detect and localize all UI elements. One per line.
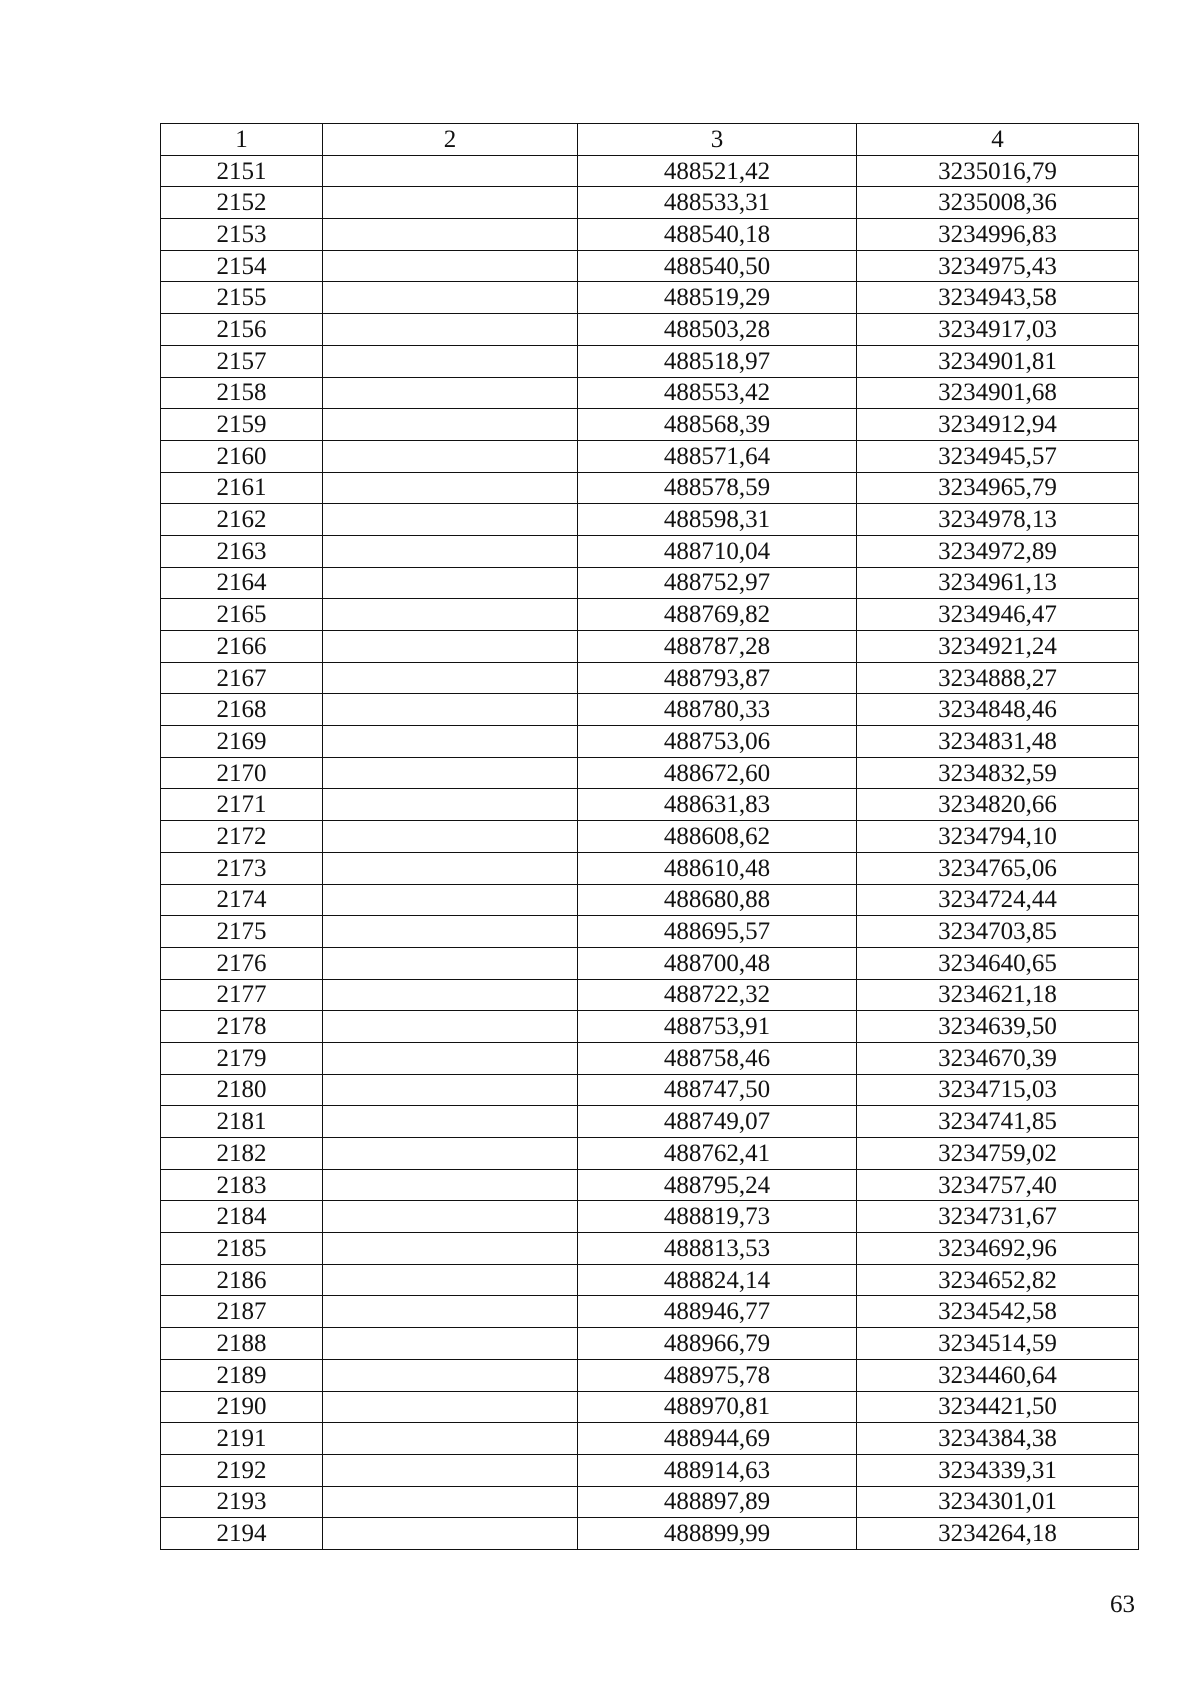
table-row [161, 1518, 1139, 1550]
point-number-cell: 2168 [161, 694, 323, 726]
y-coordinate-cell: 3234757,40 [857, 1169, 1139, 1201]
y-coordinate-cell: 3234703,85 [857, 916, 1139, 948]
point-number-cell: 2190 [161, 1391, 323, 1423]
y-coordinate-cell: 3234765,06 [857, 852, 1139, 884]
x-coordinate-cell: 488787,28 [578, 631, 857, 663]
empty-cell [323, 504, 578, 536]
x-coordinate-cell: 488680,88 [578, 884, 857, 916]
table-row [161, 409, 1139, 441]
point-number-cell: 2161 [161, 472, 323, 504]
coordinates-table [160, 123, 1139, 1550]
empty-cell [323, 1106, 578, 1138]
x-coordinate-cell: 488749,07 [578, 1106, 857, 1138]
empty-cell [323, 1264, 578, 1296]
x-coordinate-cell: 488610,48 [578, 852, 857, 884]
x-coordinate-cell: 488753,06 [578, 726, 857, 758]
point-number-cell: 2180 [161, 1074, 323, 1106]
header-cell-col-1: 1 [161, 124, 323, 156]
table-row [161, 1233, 1139, 1265]
y-coordinate-cell: 3234264,18 [857, 1518, 1139, 1550]
x-coordinate-cell: 488608,62 [578, 821, 857, 853]
y-coordinate-cell: 3234514,59 [857, 1328, 1139, 1360]
empty-cell [323, 662, 578, 694]
empty-cell [323, 694, 578, 726]
empty-cell [323, 726, 578, 758]
y-coordinate-cell: 3234339,31 [857, 1454, 1139, 1486]
y-coordinate-cell: 3234640,65 [857, 947, 1139, 979]
empty-cell [323, 1138, 578, 1170]
y-coordinate-cell: 3234621,18 [857, 979, 1139, 1011]
y-coordinate-cell: 3234972,89 [857, 535, 1139, 567]
x-coordinate-cell: 488758,46 [578, 1042, 857, 1074]
table-row [161, 535, 1139, 567]
table-row [161, 314, 1139, 346]
x-coordinate-cell: 488752,97 [578, 567, 857, 599]
y-coordinate-cell: 3234901,68 [857, 377, 1139, 409]
point-number-cell: 2167 [161, 662, 323, 694]
y-coordinate-cell: 3234670,39 [857, 1042, 1139, 1074]
table-row [161, 504, 1139, 536]
empty-cell [323, 821, 578, 853]
point-number-cell: 2160 [161, 440, 323, 472]
empty-cell [323, 1454, 578, 1486]
point-number-cell: 2192 [161, 1454, 323, 1486]
point-number-cell: 2183 [161, 1169, 323, 1201]
point-number-cell: 2184 [161, 1201, 323, 1233]
point-number-cell: 2156 [161, 314, 323, 346]
table-row [161, 1264, 1139, 1296]
y-coordinate-cell: 3235008,36 [857, 187, 1139, 219]
point-number-cell: 2181 [161, 1106, 323, 1138]
point-number-cell: 2173 [161, 852, 323, 884]
y-coordinate-cell: 3234831,48 [857, 726, 1139, 758]
point-number-cell: 2162 [161, 504, 323, 536]
empty-cell [323, 282, 578, 314]
y-coordinate-cell: 3234731,67 [857, 1201, 1139, 1233]
table-row [161, 1454, 1139, 1486]
x-coordinate-cell: 488795,24 [578, 1169, 857, 1201]
empty-cell [323, 1201, 578, 1233]
y-coordinate-cell: 3234724,44 [857, 884, 1139, 916]
empty-cell [323, 789, 578, 821]
empty-cell [323, 599, 578, 631]
y-coordinate-cell: 3234901,81 [857, 345, 1139, 377]
table-row [161, 599, 1139, 631]
empty-cell [323, 947, 578, 979]
empty-cell [323, 472, 578, 504]
table-row [161, 757, 1139, 789]
empty-cell [323, 1518, 578, 1550]
x-coordinate-cell: 488571,64 [578, 440, 857, 472]
point-number-cell: 2152 [161, 187, 323, 219]
empty-cell [323, 1328, 578, 1360]
y-coordinate-cell: 3234794,10 [857, 821, 1139, 853]
y-coordinate-cell: 3234848,46 [857, 694, 1139, 726]
table-row [161, 852, 1139, 884]
page-number: 63 [1110, 1591, 1135, 1618]
empty-cell [323, 314, 578, 346]
point-number-cell: 2153 [161, 219, 323, 251]
empty-cell [323, 250, 578, 282]
table-row [161, 1011, 1139, 1043]
x-coordinate-cell: 488722,32 [578, 979, 857, 1011]
x-coordinate-cell: 488540,18 [578, 219, 857, 251]
x-coordinate-cell: 488819,73 [578, 1201, 857, 1233]
empty-cell [323, 1042, 578, 1074]
table-row [161, 567, 1139, 599]
point-number-cell: 2169 [161, 726, 323, 758]
point-number-cell: 2170 [161, 757, 323, 789]
x-coordinate-cell: 488695,57 [578, 916, 857, 948]
y-coordinate-cell: 3234460,64 [857, 1359, 1139, 1391]
point-number-cell: 2155 [161, 282, 323, 314]
point-number-cell: 2178 [161, 1011, 323, 1043]
table-row [161, 1486, 1139, 1518]
x-coordinate-cell: 488944,69 [578, 1423, 857, 1455]
point-number-cell: 2151 [161, 155, 323, 187]
empty-cell [323, 1423, 578, 1455]
x-coordinate-cell: 488533,31 [578, 187, 857, 219]
empty-cell [323, 757, 578, 789]
table-row [161, 1296, 1139, 1328]
empty-cell [323, 852, 578, 884]
x-coordinate-cell: 488503,28 [578, 314, 857, 346]
point-number-cell: 2174 [161, 884, 323, 916]
point-number-cell: 2177 [161, 979, 323, 1011]
x-coordinate-cell: 488769,82 [578, 599, 857, 631]
x-coordinate-cell: 488598,31 [578, 504, 857, 536]
header-cell-col-3: 3 [578, 124, 857, 156]
y-coordinate-cell: 3234978,13 [857, 504, 1139, 536]
x-coordinate-cell: 488824,14 [578, 1264, 857, 1296]
empty-cell [323, 440, 578, 472]
point-number-cell: 2159 [161, 409, 323, 441]
y-coordinate-cell: 3234301,01 [857, 1486, 1139, 1518]
table-row [161, 440, 1139, 472]
table-row [161, 472, 1139, 504]
y-coordinate-cell: 3234832,59 [857, 757, 1139, 789]
table-body [161, 155, 1139, 1549]
empty-cell [323, 567, 578, 599]
y-coordinate-cell: 3234946,47 [857, 599, 1139, 631]
table-row [161, 662, 1139, 694]
point-number-cell: 2186 [161, 1264, 323, 1296]
x-coordinate-cell: 488762,41 [578, 1138, 857, 1170]
table-row [161, 1074, 1139, 1106]
x-coordinate-cell: 488710,04 [578, 535, 857, 567]
y-coordinate-cell: 3234741,85 [857, 1106, 1139, 1138]
table-row [161, 282, 1139, 314]
table-row [161, 1359, 1139, 1391]
empty-cell [323, 535, 578, 567]
empty-cell [323, 219, 578, 251]
y-coordinate-cell: 3234917,03 [857, 314, 1139, 346]
point-number-cell: 2171 [161, 789, 323, 821]
x-coordinate-cell: 488747,50 [578, 1074, 857, 1106]
table-row [161, 821, 1139, 853]
point-number-cell: 2189 [161, 1359, 323, 1391]
point-number-cell: 2172 [161, 821, 323, 853]
table-row [161, 1328, 1139, 1360]
empty-cell [323, 187, 578, 219]
x-coordinate-cell: 488966,79 [578, 1328, 857, 1360]
table-header [161, 124, 1139, 156]
empty-cell [323, 409, 578, 441]
y-coordinate-cell: 3234759,02 [857, 1138, 1139, 1170]
empty-cell [323, 1296, 578, 1328]
y-coordinate-cell: 3234639,50 [857, 1011, 1139, 1043]
point-number-cell: 2188 [161, 1328, 323, 1360]
point-number-cell: 2179 [161, 1042, 323, 1074]
y-coordinate-cell: 3234820,66 [857, 789, 1139, 821]
x-coordinate-cell: 488553,42 [578, 377, 857, 409]
y-coordinate-cell: 3234996,83 [857, 219, 1139, 251]
table-row [161, 884, 1139, 916]
x-coordinate-cell: 488521,42 [578, 155, 857, 187]
table-row [161, 1106, 1139, 1138]
header-cell-col-2: 2 [323, 124, 578, 156]
y-coordinate-cell: 3234421,50 [857, 1391, 1139, 1423]
table-row [161, 377, 1139, 409]
point-number-cell: 2157 [161, 345, 323, 377]
empty-cell [323, 1011, 578, 1043]
point-number-cell: 2193 [161, 1486, 323, 1518]
empty-cell [323, 916, 578, 948]
table-row [161, 1138, 1139, 1170]
y-coordinate-cell: 3234692,96 [857, 1233, 1139, 1265]
y-coordinate-cell: 3234921,24 [857, 631, 1139, 663]
table-row [161, 219, 1139, 251]
x-coordinate-cell: 488780,33 [578, 694, 857, 726]
table-row [161, 155, 1139, 187]
point-number-cell: 2185 [161, 1233, 323, 1265]
point-number-cell: 2187 [161, 1296, 323, 1328]
table-row [161, 1169, 1139, 1201]
x-coordinate-cell: 488897,89 [578, 1486, 857, 1518]
point-number-cell: 2175 [161, 916, 323, 948]
empty-cell [323, 979, 578, 1011]
y-coordinate-cell: 3234961,13 [857, 567, 1139, 599]
header-row [161, 124, 1139, 156]
y-coordinate-cell: 3234384,38 [857, 1423, 1139, 1455]
point-number-cell: 2182 [161, 1138, 323, 1170]
y-coordinate-cell: 3234715,03 [857, 1074, 1139, 1106]
point-number-cell: 2164 [161, 567, 323, 599]
empty-cell [323, 1233, 578, 1265]
x-coordinate-cell: 488914,63 [578, 1454, 857, 1486]
point-number-cell: 2191 [161, 1423, 323, 1455]
x-coordinate-cell: 488753,91 [578, 1011, 857, 1043]
x-coordinate-cell: 488519,29 [578, 282, 857, 314]
empty-cell [323, 1074, 578, 1106]
point-number-cell: 2163 [161, 535, 323, 567]
table-row [161, 631, 1139, 663]
x-coordinate-cell: 488813,53 [578, 1233, 857, 1265]
x-coordinate-cell: 488793,87 [578, 662, 857, 694]
table-row [161, 187, 1139, 219]
empty-cell [323, 631, 578, 663]
y-coordinate-cell: 3234912,94 [857, 409, 1139, 441]
table-row [161, 250, 1139, 282]
empty-cell [323, 377, 578, 409]
y-coordinate-cell: 3234975,43 [857, 250, 1139, 282]
x-coordinate-cell: 488975,78 [578, 1359, 857, 1391]
table-row [161, 1391, 1139, 1423]
point-number-cell: 2154 [161, 250, 323, 282]
x-coordinate-cell: 488578,59 [578, 472, 857, 504]
y-coordinate-cell: 3234945,57 [857, 440, 1139, 472]
point-number-cell: 2166 [161, 631, 323, 663]
x-coordinate-cell: 488540,50 [578, 250, 857, 282]
empty-cell [323, 155, 578, 187]
table-row [161, 345, 1139, 377]
point-number-cell: 2158 [161, 377, 323, 409]
x-coordinate-cell: 488946,77 [578, 1296, 857, 1328]
table-row [161, 1042, 1139, 1074]
x-coordinate-cell: 488700,48 [578, 947, 857, 979]
table-row [161, 979, 1139, 1011]
x-coordinate-cell: 488672,60 [578, 757, 857, 789]
x-coordinate-cell: 488970,81 [578, 1391, 857, 1423]
x-coordinate-cell: 488631,83 [578, 789, 857, 821]
y-coordinate-cell: 3234542,58 [857, 1296, 1139, 1328]
y-coordinate-cell: 3234652,82 [857, 1264, 1139, 1296]
empty-cell [323, 1169, 578, 1201]
empty-cell [323, 1486, 578, 1518]
y-coordinate-cell: 3234888,27 [857, 662, 1139, 694]
empty-cell [323, 345, 578, 377]
table-row [161, 789, 1139, 821]
table-row [161, 947, 1139, 979]
empty-cell [323, 1359, 578, 1391]
x-coordinate-cell: 488899,99 [578, 1518, 857, 1550]
x-coordinate-cell: 488518,97 [578, 345, 857, 377]
point-number-cell: 2194 [161, 1518, 323, 1550]
point-number-cell: 2165 [161, 599, 323, 631]
table-row [161, 726, 1139, 758]
y-coordinate-cell: 3234965,79 [857, 472, 1139, 504]
y-coordinate-cell: 3234943,58 [857, 282, 1139, 314]
table-row [161, 916, 1139, 948]
empty-cell [323, 884, 578, 916]
y-coordinate-cell: 3235016,79 [857, 155, 1139, 187]
header-cell-col-4: 4 [857, 124, 1139, 156]
table-row [161, 1201, 1139, 1233]
point-number-cell: 2176 [161, 947, 323, 979]
table-row [161, 694, 1139, 726]
table-row [161, 1423, 1139, 1455]
x-coordinate-cell: 488568,39 [578, 409, 857, 441]
empty-cell [323, 1391, 578, 1423]
